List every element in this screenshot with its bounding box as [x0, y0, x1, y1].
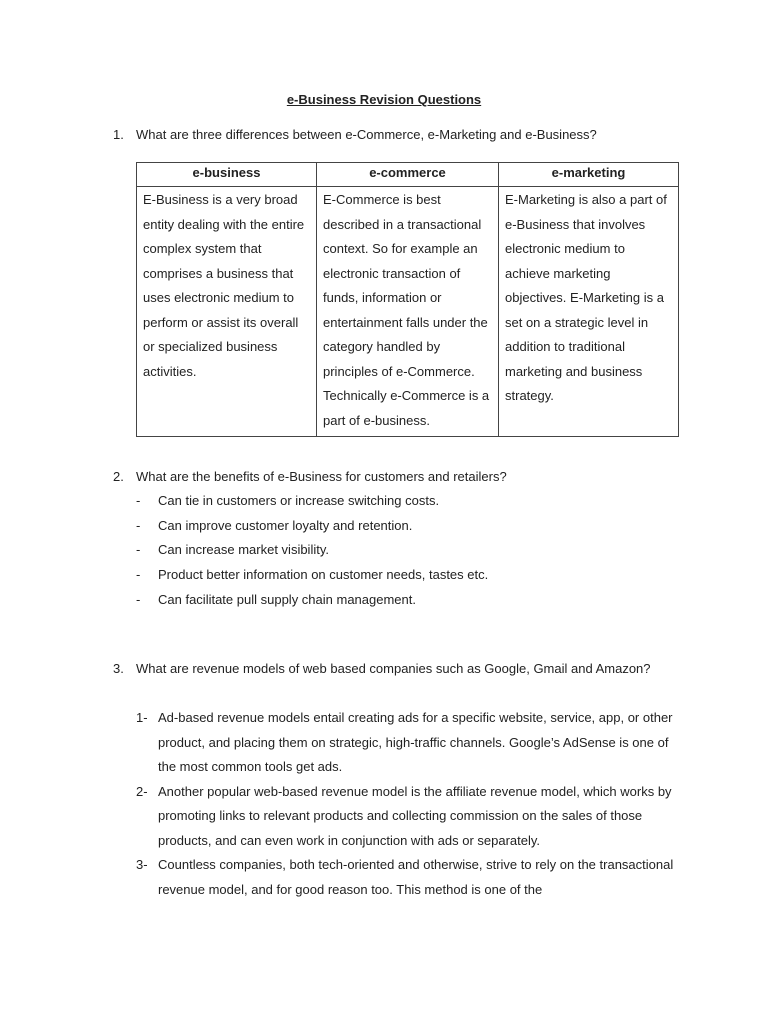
- table-row: [137, 187, 679, 437]
- list-item: [136, 489, 696, 514]
- question-number: 1.: [113, 127, 124, 142]
- question-text: What are revenue models of web based companies such as Google, Gmail and Amazon?: [136, 661, 651, 676]
- bullet-dash: -: [136, 542, 141, 558]
- question-1: [113, 123, 693, 148]
- list-item: [136, 514, 696, 539]
- bullet-dash: -: [136, 493, 141, 508]
- list-item-text: Can facilitate pull supply chain management.: [158, 591, 416, 607]
- item-number: 2-: [136, 783, 148, 799]
- cell-e-commerce: E-Commerce is best described in a transactional context. So for example an electronic transaction of funds, information or entertainment falls under the category handled by principles of e-Commerce. Technically e-Commerce is a part of e-business.: [317, 187, 499, 437]
- header-e-commerce: e-commerce: [317, 163, 499, 187]
- list-item: [136, 780, 684, 854]
- question-text: What are the benefits of e-Business for customers and retailers?: [136, 469, 507, 484]
- list-item-text: Ad-based revenue models entail creating ads for a specific website, service, app, or other product, and placing them on strategic, high-traffic channels. Google’s AdSense is one of the most common tools get ads.: [158, 710, 673, 774]
- item-number: 3-: [136, 857, 148, 872]
- list-item: [136, 853, 684, 902]
- table-header-row: [137, 163, 679, 187]
- list-item: [136, 588, 696, 613]
- item-number: 1-: [136, 710, 148, 725]
- list-item: [136, 706, 684, 780]
- list-item-text: Can tie in customers or increase switching costs.: [158, 493, 440, 508]
- bullet-dash: -: [136, 591, 141, 607]
- question-text: What are three differences between e-Commerce, e-Marketing and e-Business?: [136, 127, 597, 142]
- list-item-text: Can improve customer loyalty and retention.: [158, 517, 413, 533]
- list-item-text: Can increase market visibility.: [158, 542, 329, 558]
- question-3: [113, 657, 693, 682]
- cell-e-marketing: E-Marketing is also a part of e-Business that involves electronic medium to achieve marketing objectives. E-Marketing is a set on a strategic level in addition to traditional marketing and business strategy.: [499, 187, 679, 437]
- cell-e-business: E-Business is a very broad entity dealing with the entire complex system that comprises a business that uses electronic medium to perform or assist its overall or specialized business activities.: [137, 187, 317, 437]
- question-2: [113, 465, 693, 490]
- list-item-text: Countless companies, both tech-oriented and otherwise, strive to rely on the transactional revenue model, and for good reason too. This method is one of the: [158, 857, 674, 897]
- comparison-table: [136, 162, 679, 437]
- list-item: [136, 563, 696, 588]
- list-item-text: Another popular web-based revenue model is the affiliate revenue model, which works by promoting links to relevant products and collecting commission on the sales of those products, and can even work in conjunction with ads or separately.: [158, 783, 672, 848]
- bullet-dash: -: [136, 517, 141, 533]
- header-e-business: e-business: [137, 163, 317, 187]
- list-item: [136, 538, 696, 563]
- document-title: e-Business Revision Questions: [286, 92, 482, 107]
- revenue-models-list: [136, 706, 684, 902]
- question-number: 3.: [113, 661, 124, 676]
- bullet-dash: -: [136, 567, 141, 583]
- benefits-list: [136, 489, 696, 612]
- question-number: 2.: [113, 469, 124, 484]
- list-item-text: Product better information on customer needs, tastes etc.: [158, 567, 489, 583]
- header-e-marketing: e-marketing: [499, 163, 679, 187]
